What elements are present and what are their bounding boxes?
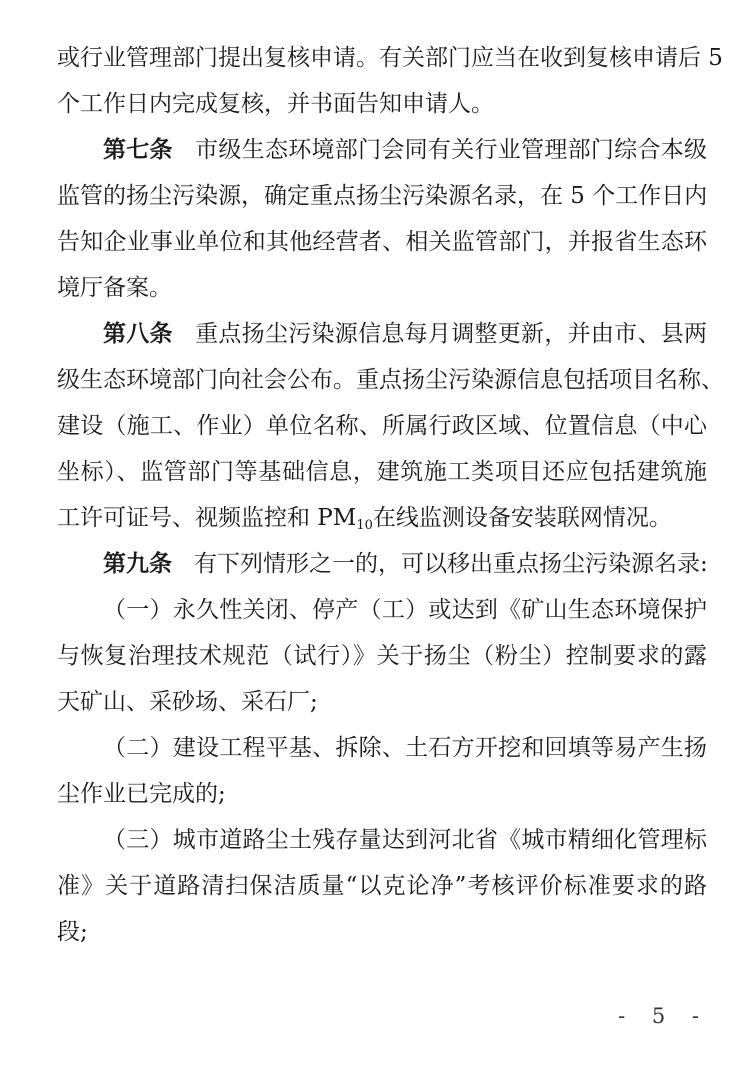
text-line: 告知企业事业单位和其他经营者、相关监管部门，并报省生态环	[57, 229, 707, 255]
article-9-heading: 第九条	[103, 551, 172, 577]
text-line: 或行业管理部门提出复核申请。有关部门应当在收到复核申请后 5	[57, 45, 723, 71]
text-line: （一）永久性关闭、停产（工）或达到《矿山生态环境保护	[103, 597, 707, 623]
text-segment: 重点扬尘污染源信息每月调整更新，并由市、县两	[194, 321, 708, 347]
text-line: 建设（施工、作业）单位名称、所属行政区域、位置信息（中心	[57, 413, 707, 439]
article-8-heading: 第八条	[103, 321, 173, 347]
text-line: （三）城市道路尘土残存量达到河北省《城市精细化管理标	[103, 827, 707, 853]
text-segment: 在线监测设备安装联网情况。	[372, 505, 672, 531]
text-line: 与恢复治理技术规范（试行）》关于扬尘（粉尘）控制要求的露	[57, 643, 707, 669]
text-line: 监管的扬尘污染源，确定重点扬尘污染源名录，在 5 个工作日内	[57, 183, 708, 209]
text-line: 级生态环境部门向社会公布。重点扬尘污染源信息包括项目名称、	[57, 367, 724, 393]
article-9-line	[103, 548, 707, 580]
pm10-line	[57, 502, 707, 534]
article-7-heading: 第七条	[103, 137, 173, 163]
text-line: 准》关于道路清扫保洁质量“以克论净”考核评价标准要求的路	[57, 873, 707, 899]
text-line: 尘作业已完成的;	[57, 781, 226, 807]
text-segment: 有下列情形之一的，可以移出重点扬尘污染源名录:	[194, 551, 708, 577]
text-line: 天矿山、采砂场、采石厂;	[57, 689, 318, 715]
text-line: 境厅备案。	[57, 275, 172, 301]
text-line: 段;	[57, 919, 88, 945]
article-7-line	[103, 134, 707, 166]
text-segment: 市级生态环境部门会同有关行业管理部门综合本级	[194, 137, 708, 163]
text-line: （二）建设工程平基、拆除、土石方开挖和回填等易产生扬	[103, 735, 707, 761]
text-segment: 工许可证号、视频监控和 PM	[57, 505, 357, 531]
text-line: 个工作日内完成复核，并书面告知申请人。	[57, 91, 494, 117]
text-line: 坐标）、监管部门等基础信息，建筑施工类项目还应包括建筑施	[57, 459, 707, 485]
article-8-line	[103, 318, 707, 350]
page-number: - 5 -	[618, 1004, 709, 1028]
pm-subscript: 10	[356, 518, 373, 533]
